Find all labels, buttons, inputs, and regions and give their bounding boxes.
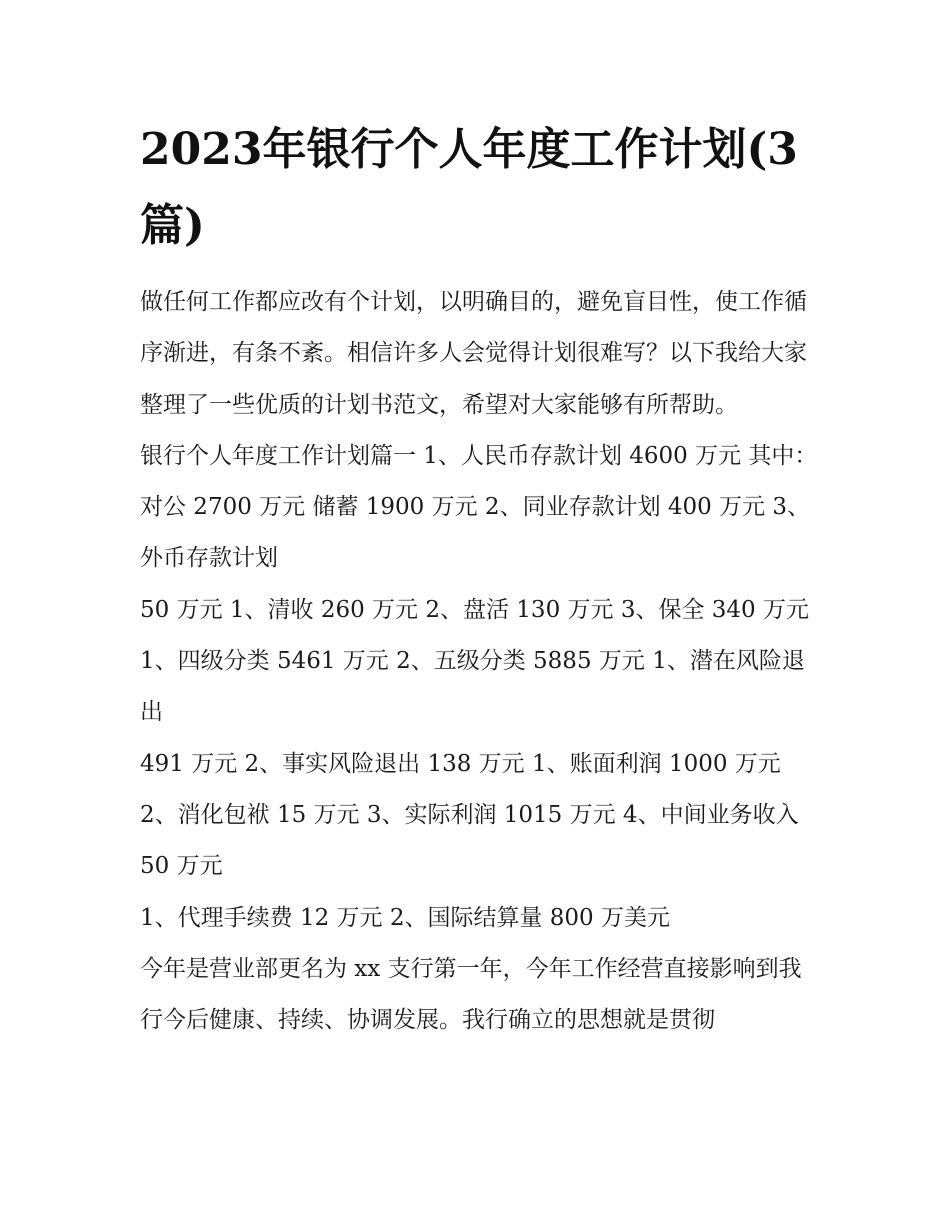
paragraph-plan-deposits: 银行个人年度工作计划篇一 1、人民币存款计划 4600 万元 其中：对公 2700 万元 储蓄 1900 万元 2、同业存款计划 400 万元 3、外币存款计划 xyxy=(140,442,818,572)
paragraph-classification: 1、四级分类 5461 万元 2、五级分类 5885 万元 1、潜在风险退出 xyxy=(140,648,805,726)
document-title: 2023年银行个人年度工作计划(3篇) xyxy=(140,124,798,251)
paragraph-profit: 491 万元 2、事实风险退出 138 万元 1、账面利润 1000 万元 2、消化包袱 15 万元 3、实际利润 1015 万元 4、中间业务收入 50 万元 xyxy=(140,750,799,880)
paragraph-intermediary: 1、代理手续费 12 万元 2、国际结算量 800 万美元 xyxy=(140,904,670,931)
document-body xyxy=(140,277,820,1046)
paragraph-recovery: 50 万元 1、清收 260 万元 2、盘活 130 万元 3、保全 340 万元 xyxy=(140,596,809,623)
paragraph-intro: 做任何工作都应改有个计划，以明确目的，避免盲目性，使工作循序渐进，有条不紊。相信许多人会觉得计划很难写？以下我给大家整理了一些优质的计划书范文，希望对大家能够有所帮助。 xyxy=(140,289,807,418)
paragraph-branch-rename: 今年是营业部更名为 xx 支行第一年，今年工作经营直接影响到我行今后健康、持续、协调发展。我行确立的思想就是贯彻 xyxy=(140,955,802,1034)
